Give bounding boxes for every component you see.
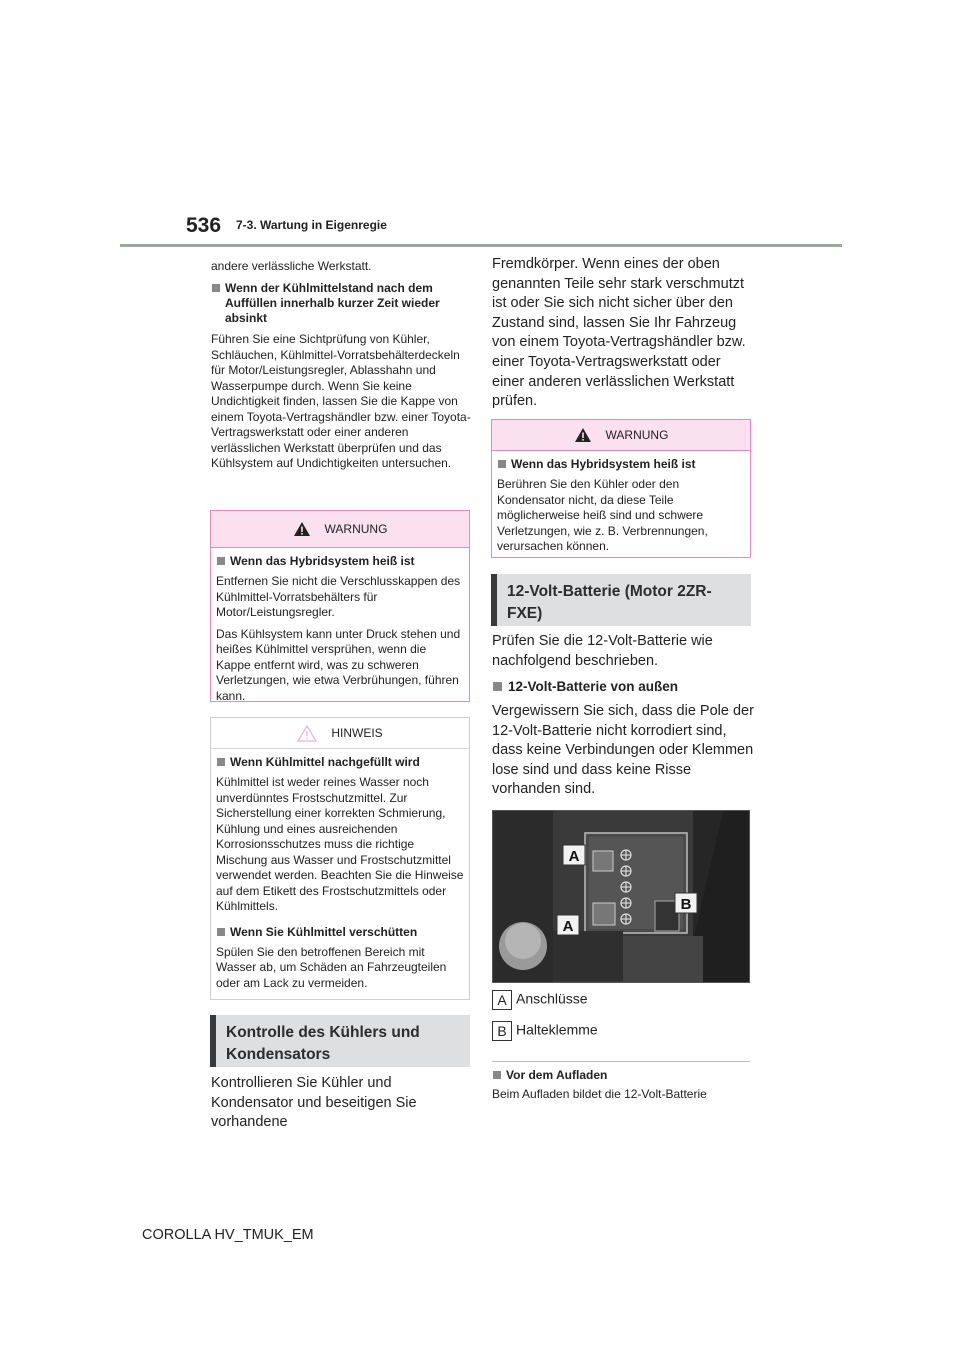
warning-text-1: Entfernen Sie nicht die Verschlusskappen des Kühlmittel-Vorratsbehälters für Motor/Leistungsregler. bbox=[216, 574, 461, 619]
warning-box-left bbox=[210, 510, 470, 702]
before-charging-text: Beim Aufladen bildet die 12-Volt-Batterie bbox=[492, 1087, 707, 1101]
warning-header-right bbox=[492, 420, 750, 451]
legend-text-a: Anschlüsse bbox=[516, 990, 588, 1007]
note-text-2: Spülen Sie den betroffenen Bereich mit Wasser ab, um Schäden an Fahrzeugteilen oder am Lack zu vermeiden. bbox=[216, 944, 447, 990]
header-rule bbox=[120, 244, 842, 247]
before-charging-title: Vor dem Aufladen bbox=[492, 1068, 754, 1083]
legend-item-a bbox=[492, 990, 588, 1010]
warning-triangle-icon bbox=[574, 427, 592, 443]
note-header bbox=[211, 718, 469, 749]
intro-text: andere verlässliche Werkstatt. bbox=[211, 259, 372, 273]
footer-model: COROLLA HV_TMUK_EM bbox=[142, 1227, 314, 1243]
note-label: HINWEIS bbox=[331, 726, 383, 740]
photo-label-a-bottom: A bbox=[562, 918, 574, 935]
warning-text-2: Das Kühlsystem kann unter Druck stehen und heißes Kühlmittel versprühen, wenn die Kappe entfernt wird, was zu schweren Verletzungen, wie etwa Verbrühungen, führen kann. bbox=[216, 626, 461, 703]
photo-label-a-top: A bbox=[568, 848, 580, 865]
battery-intro: Prüfen Sie die 12-Volt-Batterie wie nachfolgend beschrieben. bbox=[492, 633, 713, 669]
legend-text-b: Halteklemme bbox=[516, 1021, 598, 1038]
warning-header bbox=[211, 511, 469, 548]
page-number: 536 bbox=[186, 214, 222, 237]
warning-title-right: Wenn das Hybridsystem heiß ist bbox=[497, 457, 745, 472]
battery-heading: 12-Volt-Batterie (Motor 2ZR-FXE) bbox=[491, 574, 751, 626]
battery-outside-section bbox=[492, 678, 754, 800]
legend-item-b bbox=[492, 1021, 598, 1041]
photo-label-b: B bbox=[680, 896, 692, 913]
engine-bay-illustration bbox=[493, 811, 750, 983]
radiator-heading: Kontrolle des Kühlers und Kondensators bbox=[210, 1015, 470, 1067]
coolant-drop-title: Wenn der Kühlmittelstand nach dem Auffüllen innerhalb kurzer Zeit wieder absinkt bbox=[211, 281, 471, 326]
note-title-2: Wenn Sie Kühlmittel verschütten bbox=[216, 925, 464, 940]
radiator-text: Kontrollieren Sie Kühler und Kondensator und beseitigen Sie vorhandene bbox=[211, 1075, 417, 1131]
before-charging-section bbox=[492, 1068, 754, 1103]
coolant-drop-text: Führen Sie eine Sichtprüfung von Kühler, Schläuchen, Kühlmittel-Vorratsbehälterdeckeln für Motor/Leistungsregler, Ablasshahn und Wasserpumpe durch. Wenn Sie keine Undichtigkeit finden, lassen Sie die Kappe von einem Toyota-Vertragshändler bzw. einer Toyota-Vertragswerkstatt oder einer anderen verlässlichen Werkstatt überprüfen und das Kühlsystem auf Undichtigkeiten untersuchen. bbox=[211, 332, 471, 470]
note-box bbox=[210, 717, 470, 1000]
warning-text-right: Berühren Sie den Kühler oder den Kondensator nicht, da diese Teile möglicherweise heiß sind und schwere Verletzungen, wie z. B. Verbrennungen, verursachen können. bbox=[497, 477, 708, 553]
warning-box-right bbox=[491, 419, 751, 558]
battery-outside-title: 12-Volt-Batterie von außen bbox=[492, 678, 754, 696]
note-title-1: Wenn Kühlmittel nachgefüllt wird bbox=[216, 755, 464, 770]
caution-triangle-icon bbox=[297, 725, 317, 742]
section-title: 7-3. Wartung in Eigenregie bbox=[236, 218, 387, 232]
note-text-1: Kühlmittel ist weder reines Wasser noch unverdünntes Frostschutzmittel. Zur Sicherstellung einer korrekten Schmierung, Kühlung und eines ausreichenden Korrosionsschutzes muss die richtige Mischung aus Wasser und Frostschutzmittel verwendet werden. Beachten Sie die Hinweise auf dem Etikett des Frostschutzmittels oder Kühlmittels. bbox=[216, 775, 464, 913]
divider-rule bbox=[492, 1061, 750, 1062]
warning-label-right: WARNUNG bbox=[605, 428, 669, 442]
warning-label: WARNUNG bbox=[324, 522, 388, 536]
warning-triangle-icon bbox=[293, 521, 311, 537]
battery-outside-text: Vergewissern Sie sich, dass die Pole der 12-Volt-Batterie nicht korrodiert sind, dass keine Verbindungen oder Klemmen lose sind und dass keine Risse vorhanden sind. bbox=[492, 703, 754, 798]
coolant-drop-section bbox=[211, 281, 471, 472]
legend-key-a: A bbox=[492, 990, 512, 1010]
battery-photo bbox=[492, 810, 750, 983]
continued-text: Fremdkörper. Wenn eines der oben genannten Teile sehr stark verschmutzt ist oder Sie sich nicht sicher über den Zustand sind, lassen Sie Ihr Fahrzeug von einem Toyota-Vertragshändler bzw. einer Toyota-Vertragswerkstatt oder einer anderen verlässlichen Werkstatt prüfen. bbox=[492, 256, 746, 410]
warning-title: Wenn das Hybridsystem heiß ist bbox=[216, 554, 464, 569]
legend-key-b: B bbox=[492, 1021, 512, 1041]
